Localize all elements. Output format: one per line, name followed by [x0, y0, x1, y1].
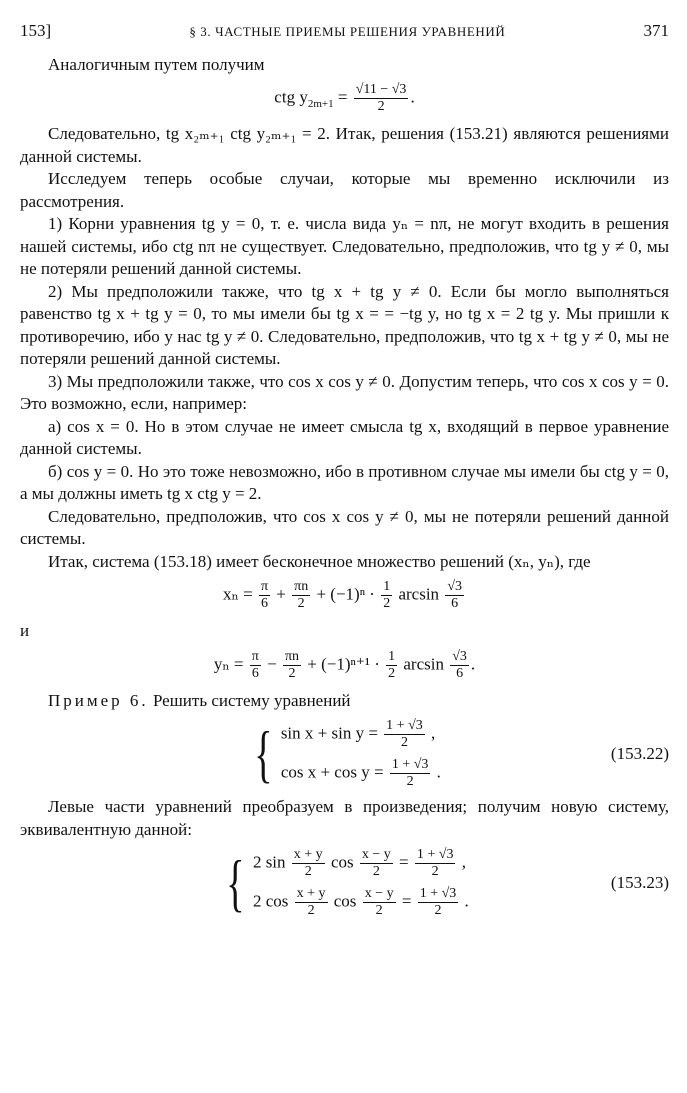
denominator: 2: [307, 903, 315, 919]
section-number: 153]: [20, 21, 52, 40]
fraction: [450, 649, 469, 682]
equation-lhs: sin x + sin y =: [280, 723, 383, 743]
arcsin-label: arcsin: [403, 654, 449, 674]
numerator: x − y: [361, 847, 391, 863]
denominator: 2: [288, 665, 296, 681]
paragraph-case-1: 1) Корни уравнения tg y = 0, т. е. числа вида yₙ = nπ, не могут входить в решения нашей системы, ибо ctg nπ не существует. Следовательно, предположив, что tg y ≠ 0, мы не потеряли решений данной системы.: [20, 214, 669, 279]
system-line-2: [253, 886, 469, 919]
numerator: πn: [294, 579, 309, 595]
denominator: 2: [297, 596, 305, 612]
numerator: √11 − √3: [355, 82, 407, 97]
denominator: 2: [375, 903, 383, 919]
equals-sign: =: [394, 852, 413, 872]
denominator: 2: [406, 774, 414, 790]
numerator: 1 + √3: [391, 757, 429, 773]
minus-sign: −: [267, 654, 281, 674]
fraction: [415, 847, 456, 880]
denominator: 6: [260, 596, 268, 612]
denominator: 2: [434, 903, 442, 919]
system-lines: [281, 718, 441, 790]
numerator: x + y: [296, 886, 326, 902]
power-term: + (−1)ⁿ⁺¹ ·: [307, 654, 385, 674]
page-header: [20, 20, 669, 44]
numerator: √3: [452, 648, 467, 664]
equation-system-153-22: [20, 718, 669, 790]
formula-ctg: [20, 82, 669, 115]
paragraph-left-parts: Левые части уравнений преобразуем в произведения; получим новую систему, эквивалентную данной:: [20, 797, 669, 839]
denominator: 6: [251, 665, 259, 681]
punct: ,: [457, 852, 466, 872]
fraction: [381, 579, 392, 612]
arcsin-label: arcsin: [398, 584, 444, 604]
numerator: x − y: [364, 886, 394, 902]
fraction: [259, 579, 270, 612]
fraction: [386, 649, 397, 682]
punct: .: [460, 891, 469, 911]
equation-lhs: cos x + cos y =: [280, 762, 388, 782]
paragraph-itak: Итак, система (153.18) имеет бесконечное множество решений (xₙ, yₙ), где: [48, 551, 591, 571]
term: cos: [329, 891, 361, 911]
denominator: 2: [431, 864, 439, 880]
numerator: 1: [383, 579, 391, 595]
fraction: [384, 718, 425, 751]
left-brace: {: [254, 718, 273, 790]
paragraph-case-3c: Следовательно, предположив, что cos x cos y ≠ 0, мы не потеряли решений данной системы.: [20, 506, 669, 549]
formula-ctg-lhs: ctg y: [274, 87, 308, 107]
power-term: + (−1)ⁿ ·: [316, 584, 380, 604]
paragraph-case-3: 3) Мы предположили также, что cos x cos y ≠ 0. Допустим теперь, что cos x cos y = 0. Это возможно, если, например:: [20, 371, 669, 414]
formula-yn: [20, 649, 669, 682]
denominator: 6: [451, 596, 459, 612]
numerator: 1: [388, 648, 396, 664]
paragraph-case-2: 2) Мы предположили также, что tg x + tg y ≠ 0. Если бы могло выполняться равенство tg x + tg y = 0, то мы имели бы tg x = = −tg y, но tg x = 2 tg y. Мы пришли к противоречию, ибо у нас tg y ≠ 0. Следовательно, предположив, что tg x + tg y ≠ 0, мы не потеряли решений данной системы.: [20, 281, 669, 369]
paragraph-case-3a: а) cos x = 0. Но в этом случае не имеет смысла tg x, входящий в первое уравнение данной системы.: [20, 416, 669, 459]
term: 2 sin: [252, 852, 290, 872]
paragraph-consequently: Следовательно, tg x₂ₘ₊₁ ctg y₂ₘ₊₁ = 2. Итак, решения (153.21) являются решениями данной системы.: [20, 124, 669, 166]
system-line-2: [281, 757, 441, 790]
equation-system-153-23: [20, 847, 669, 919]
equals-sign: =: [333, 87, 352, 107]
conjunction-and: и: [20, 621, 30, 641]
fraction: [295, 886, 328, 919]
fraction: [354, 82, 409, 115]
period: .: [470, 654, 476, 674]
fraction: [390, 757, 431, 790]
numerator: πn: [284, 648, 300, 664]
numerator: π: [251, 648, 259, 664]
fraction: [292, 579, 310, 612]
intro-text: Аналогичным путем получим: [48, 54, 265, 74]
denominator: 2: [388, 665, 396, 681]
paragraph-case-3b: б) cos y = 0. Но это тоже невозможно, ибо в противном случае мы имели бы ctg y = 0, а мы должны иметь tg x ctg y = 2.: [20, 461, 669, 504]
example-heading: [20, 690, 669, 713]
punct: ,: [426, 723, 436, 743]
running-title: § 3. ЧАСТНЫЕ ПРИЕМЫ РЕШЕНИЯ УРАВНЕНИЙ: [189, 24, 506, 39]
denominator: 2: [304, 864, 312, 880]
fraction: [283, 649, 301, 682]
example-text: Решить систему уравнений: [148, 690, 351, 710]
formula-yn-lhs: yₙ =: [213, 654, 248, 674]
numerator: π: [260, 579, 269, 595]
example-label: Пример 6.: [48, 690, 149, 710]
numerator: 1 + √3: [386, 718, 423, 734]
numerator: 1 + √3: [419, 886, 457, 902]
paragraph-special-cases: Исследуем теперь особые случаи, которые мы временно исключили из рассмотрения.: [20, 169, 669, 211]
denominator: 2: [372, 864, 380, 880]
system-lines: [253, 847, 469, 919]
fraction: [360, 847, 393, 880]
denominator: 2: [383, 596, 391, 612]
equation-number: (153.22): [610, 744, 669, 764]
numerator: √3: [447, 579, 462, 595]
fraction: [250, 649, 261, 682]
formula-xn: [20, 579, 669, 612]
formula-xn-lhs: xₙ =: [223, 584, 257, 604]
formula-ctg-sub: 2m+1: [307, 97, 334, 110]
system-line-1: [253, 847, 469, 880]
system-line-1: [281, 718, 441, 751]
fraction: [363, 886, 396, 919]
punct: .: [432, 762, 441, 782]
left-brace: {: [226, 847, 245, 919]
denominator: 6: [456, 665, 464, 681]
numerator: x + y: [293, 847, 323, 863]
plus-sign: +: [276, 584, 291, 604]
term: 2 cos: [252, 891, 293, 911]
term: cos: [326, 852, 358, 872]
equation-number: (153.23): [610, 873, 669, 893]
denominator: 2: [400, 735, 408, 751]
denominator: 2: [377, 99, 385, 114]
equals-sign: =: [397, 891, 416, 911]
fraction: [418, 886, 459, 919]
fraction: [292, 847, 325, 880]
page-number: 371: [643, 21, 669, 40]
fraction: [445, 579, 464, 612]
period: .: [410, 87, 415, 107]
numerator: 1 + √3: [416, 847, 454, 863]
